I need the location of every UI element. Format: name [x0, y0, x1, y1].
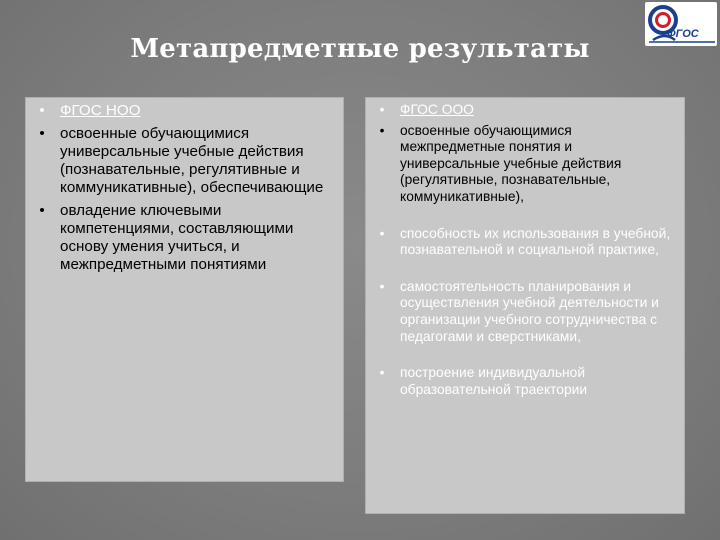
bullet-icon: •: [379, 225, 385, 241]
list-item-text: построение индивидуальной образовательной траектории: [400, 365, 588, 397]
list-item: [372, 226, 674, 259]
bullet-icon: •: [379, 278, 385, 294]
list-item-text: освоенные обучающимися межпредметные понятия и универсальные учебные действия (регулятивные, познавательные, коммуникативные),: [400, 122, 622, 204]
left-heading-item: [32, 102, 333, 120]
logo-text: ФГОС: [667, 28, 699, 40]
list-item: [372, 123, 674, 206]
list-item: [372, 279, 674, 345]
left-heading: ФГОС НОО: [60, 102, 141, 119]
bullet-icon: •: [379, 365, 385, 381]
list-item: [32, 125, 333, 197]
right-heading-item: [372, 102, 674, 119]
slide-title: Метапредметные результаты: [130, 34, 590, 64]
bullet-icon: •: [379, 102, 385, 117]
list-item-text: самостоятельность планирования и осуществления учебной деятельности и организации учебного сотрудничества с педагогами и сверстниками,: [400, 278, 659, 344]
left-list: [32, 102, 333, 274]
list-item: [372, 365, 674, 398]
bullet-icon: •: [39, 202, 45, 219]
bullet-icon: •: [39, 102, 45, 119]
right-list: [372, 102, 674, 398]
list-item: [32, 202, 333, 274]
list-item-text: овладение ключевыми компетенциями, составляющими основу умения учиться, и межпредметными понятиями: [60, 202, 294, 273]
list-item-text: освоенные обучающимися универсальные учебные действия (познавательные, регулятивные и коммуникативные), обеспечивающие: [60, 125, 324, 196]
list-item-text: способность их использования в учебной, познавательной и социальной практике,: [400, 225, 671, 258]
right-panel: [365, 97, 685, 514]
left-panel: [25, 97, 344, 482]
bullet-icon: •: [379, 122, 385, 138]
right-heading: ФГОС ООО: [400, 102, 474, 117]
bullet-icon: •: [39, 125, 45, 142]
